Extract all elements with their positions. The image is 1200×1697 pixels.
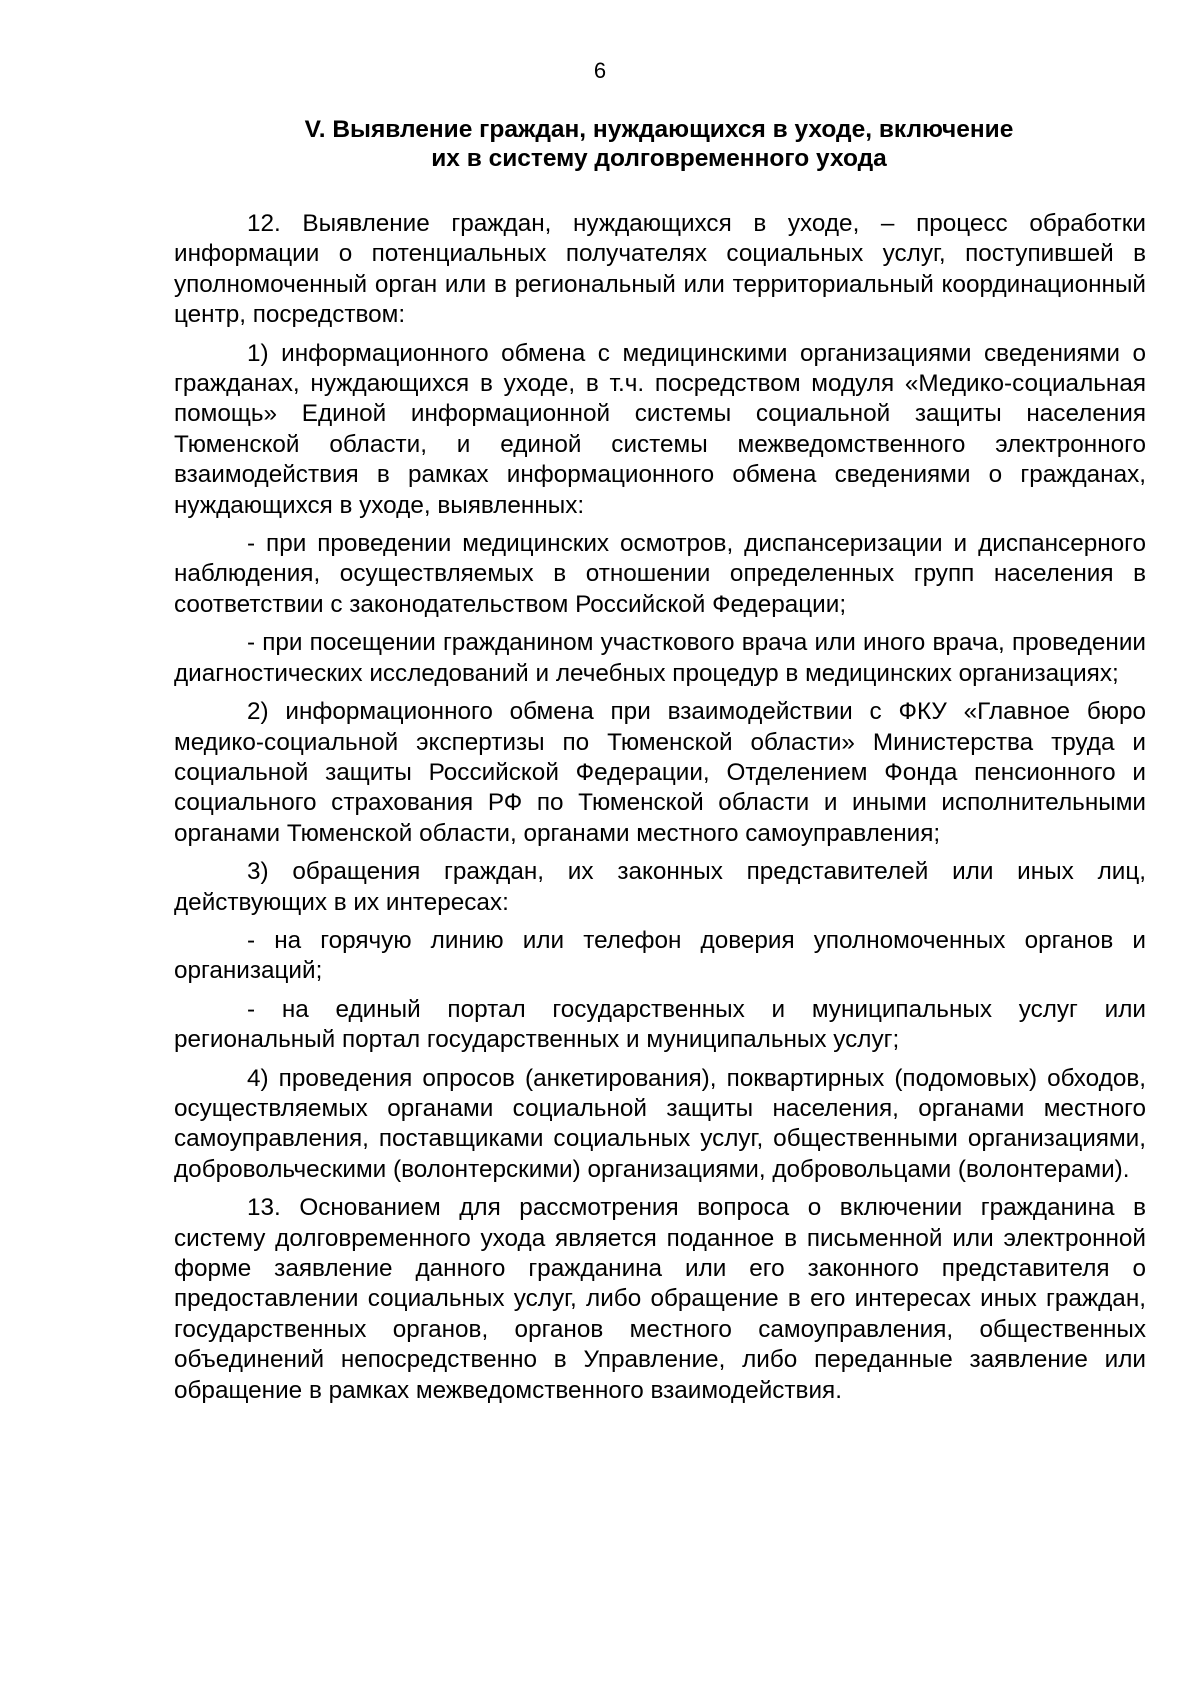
paragraph-bullet-medical-exams: - при проведении медицинских осмотров, диспансеризации и диспансерного наблюдения, осуществляемых в отношении определенных групп населения в соответствии с законодательством Российской Федерации; [174, 530, 1146, 618]
paragraph-item-4: 4) проведения опросов (анкетирования), поквартирных (подомовых) обходов, осуществляемых органами социальной защиты населения, органами местного самоуправления, поставщиками социальных услуг, общественными организациями, добровольческими (волонтерскими) организациями, добровольцами (волонтерами). [174, 1064, 1146, 1183]
page-number: 6 [593, 58, 607, 83]
section-title [174, 115, 1144, 173]
paragraph-bullet-hotline: - на горячую линию или телефон доверия уполномоченных органов и организаций; [174, 926, 1146, 985]
paragraph-13: 13. Основанием для рассмотрения вопроса о включении гражданина в систему долговременного ухода является поданное в письменной или электронной форме заявление данного гражданина или его законного представителя о предоставлении социальных услуг, либо обращение в его интересах иных граждан, государственных органов, органов местного самоуправления, общественных объединений непосредственно в Управление, либо переданные заявление или обращение в рамках межведомственного взаимодействия. [174, 1194, 1146, 1404]
section-title-line-1: V. Выявление граждан, нуждающихся в уходе, включение [304, 116, 1014, 143]
paragraph-item-2: 2) информационного обмена при взаимодействии с ФКУ «Главное бюро медико-социальной экспертизы по Тюменской области» Министерства труда и социальной защиты Российской Федерации, Отделением Фонда пенсионного и социального страхования РФ по Тюменской области и иными исполнительными органами Тюменской области, органами местного самоуправления; [174, 698, 1146, 847]
paragraph-12: 12. Выявление граждан, нуждающихся в уходе, – процесс обработки информации о потенциальных получателях социальных услуг, поступившей в уполномоченный орган или в региональный или территориальный координационный центр, посредством: [174, 210, 1146, 329]
section-title-line-2: их в систему долговременного ухода [431, 145, 887, 172]
paragraph-bullet-doctor-visit: - при посещении гражданином участкового врача или иного врача, проведении диагностических исследований и лечебных процедур в медицинских организациях; [174, 629, 1146, 687]
paragraph-item-1: 1) информационного обмена с медицинскими организациями сведениями о гражданах, нуждающихся в уходе, в т.ч. посредством модуля «Медико-социальная помощь» Единой информационной системы социальной защиты населения Тюменской области, и единой системы межведомственного электронного взаимодействия в рамках информационного обмена сведениями о гражданах, нуждающихся в уходе, выявленных: [174, 339, 1146, 519]
document-body [174, 209, 1146, 1414]
paragraph-bullet-portal: - на единый портал государственных и муниципальных услуг или региональный портал государственных и муниципальных услуг; [174, 995, 1146, 1054]
paragraph-item-3: 3) обращения граждан, их законных представителей или иных лиц, действующих в их интересах: [174, 858, 1146, 916]
